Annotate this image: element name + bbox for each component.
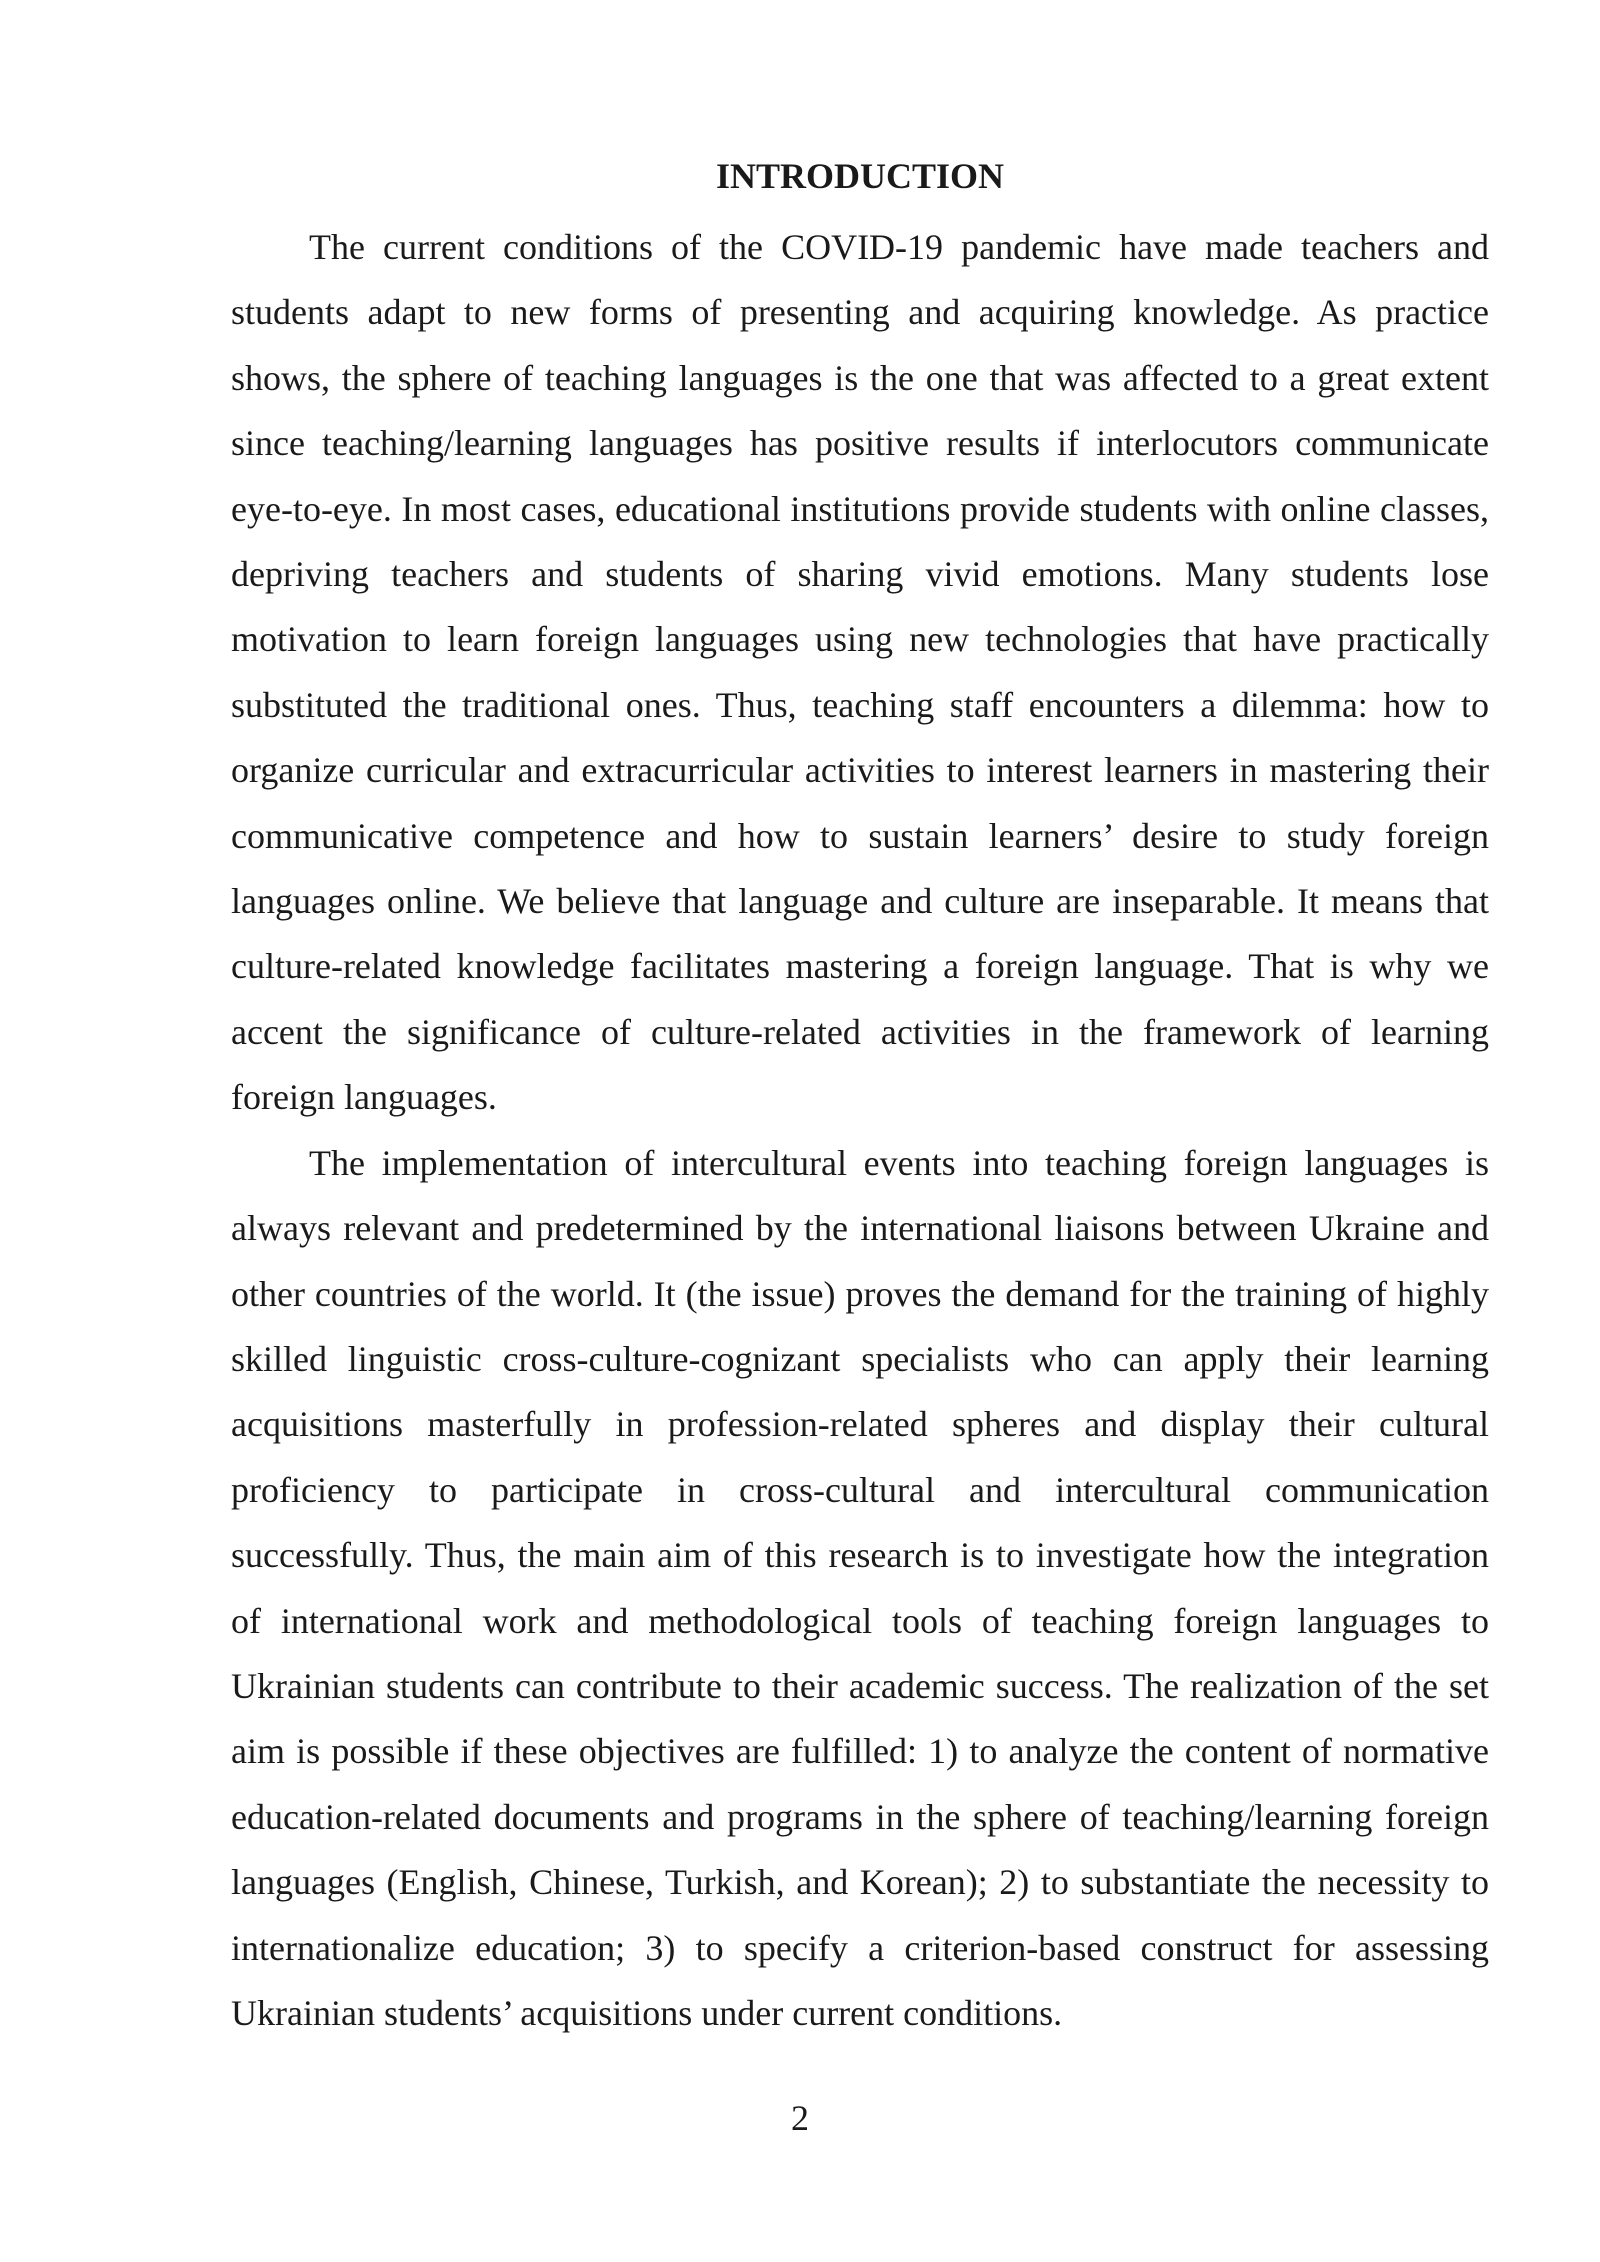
page-number: 2	[791, 2098, 809, 2138]
paragraph-1: The current conditions of the COVID-19 pandemic have made teachers and students adapt to new forms of presenting and acquiring knowledge. As practice shows, the sphere of teaching languages is the one that was affected to a great extent since teaching/learning languages has positive results if interlocutors communicate eye-to-eye. In most cases, educational institutions provide students with online classes, depriving teachers and students of sharing vivid emotions. Many students lose motivation to learn foreign languages using new technologies that have practically substituted the traditional ones. Thus, teaching staff encounters a dilemma: how to organize curricular and extracurricular activities to interest learners in mastering their communicative competence and how to sustain learners’ desire to study foreign languages online. We believe that language and culture are inseparable. It means that culture-related knowledge facilitates mastering a foreign language. That is why we accent the significance of culture-related activities in the framework of learning foreign languages.	[231, 227, 1489, 1118]
paragraph-2: The implementation of intercultural events into teaching foreign languages is always relevant and predetermined by the international liaisons between Ukraine and other countries of the world. It (the issue) proves the demand for the training of highly skilled linguistic cross-culture-cognizant specialists who can apply their learning acquisitions masterfully in profession-related spheres and display their cultural proficiency to participate in cross-cultural and intercultural communication successfully. Thus, the main aim of this research is to investigate how the integration of international work and methodological tools of teaching foreign languages to Ukrainian students can contribute to their academic success. The realization of the set aim is possible if these objectives are fulfilled: 1) to analyze the content of normative education-related documents and programs in the sphere of teaching/learning foreign languages (English, Chinese, Turkish, and Korean); 2) to substantiate the necessity to internationalize education; 3) to specify a criterion-based construct for assessing Ukrainian students’ acquisitions under current conditions.	[231, 1142, 1489, 2033]
page-content	[231, 150, 1489, 2046]
section-heading: INTRODUCTION	[715, 156, 1005, 196]
